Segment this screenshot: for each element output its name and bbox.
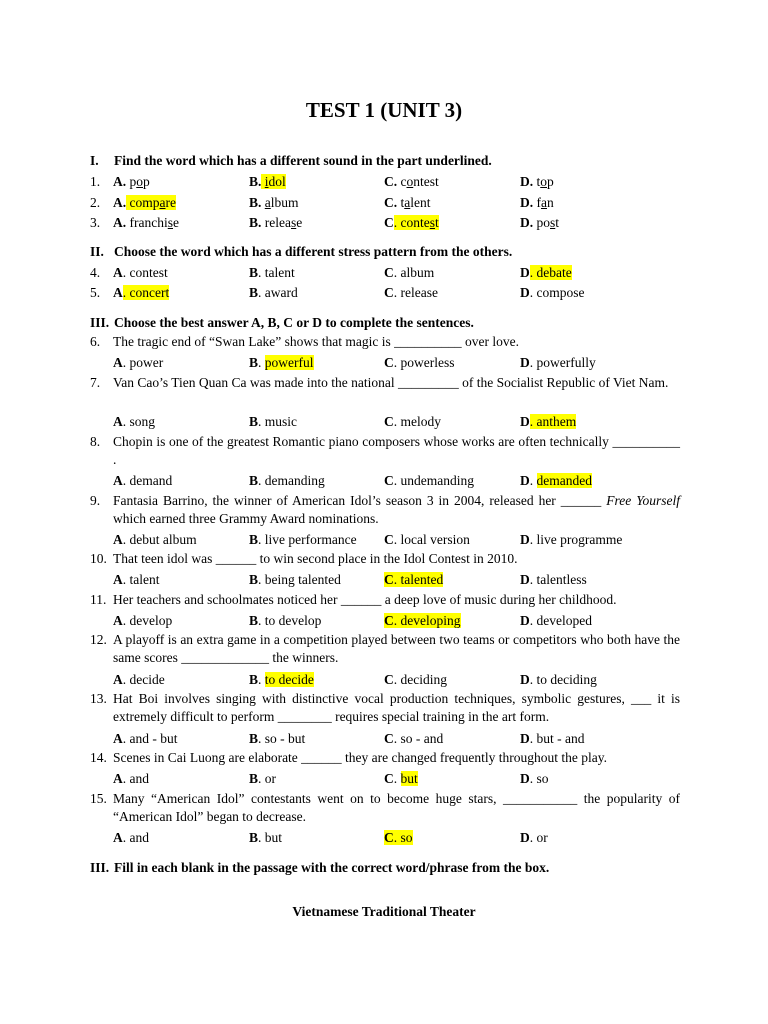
options-row <box>90 471 680 490</box>
option-c[interactable] <box>384 611 461 630</box>
option-letter: D. <box>520 174 534 189</box>
option-letter: B <box>249 572 259 587</box>
section-3-heading <box>90 314 474 332</box>
question-stem <box>90 790 680 826</box>
word-part: p <box>126 174 137 189</box>
underlined-part: s <box>550 215 556 230</box>
option-d[interactable] <box>520 193 554 212</box>
question-row <box>90 172 680 191</box>
question-number: 6. <box>90 334 101 349</box>
option-a[interactable] <box>113 412 155 431</box>
question-text: Scenes in Cai Luong are elaborate ______ they are changed frequently throughout the play. <box>113 750 607 765</box>
word-part: comp <box>126 195 160 210</box>
option-word <box>394 215 439 230</box>
option-c[interactable] <box>384 213 439 232</box>
word-part: p <box>143 174 150 189</box>
word-part: po <box>533 215 550 230</box>
option-word: . develop <box>122 613 173 628</box>
option-word: . release <box>393 285 438 300</box>
option-word: . undemanding <box>393 473 474 488</box>
word-part: n <box>547 195 554 210</box>
option-a[interactable] <box>113 263 168 282</box>
option-letter: D <box>520 265 530 280</box>
option-highlight <box>384 613 461 628</box>
option-a[interactable] <box>113 611 172 630</box>
question-stem <box>90 550 680 568</box>
option-letter: A. <box>113 195 127 210</box>
option-letter: C <box>384 771 394 786</box>
option-word <box>533 174 554 189</box>
option-d[interactable] <box>520 530 622 549</box>
option-letter: C <box>384 731 394 746</box>
option-word: . and - but <box>122 731 178 746</box>
options-row <box>90 769 680 788</box>
option-b[interactable] <box>249 213 302 232</box>
option-letter: B <box>249 414 259 429</box>
option-c[interactable] <box>384 412 441 431</box>
word-part: e <box>173 215 179 230</box>
option-b[interactable] <box>249 263 295 282</box>
options-row <box>90 828 680 847</box>
option-a[interactable] <box>113 172 150 191</box>
option-word: . powerless <box>393 355 455 370</box>
option-d[interactable] <box>520 471 592 490</box>
option-b[interactable] <box>249 729 305 748</box>
option-letter: C <box>384 285 394 300</box>
section-number: II. <box>90 244 104 259</box>
option-c[interactable] <box>384 471 474 490</box>
option-letter: A <box>113 355 123 370</box>
question-text-part: which earned three Grammy Award nominations. <box>113 511 379 526</box>
option-a[interactable] <box>113 570 160 589</box>
option-word <box>126 195 176 210</box>
option-c[interactable] <box>384 769 418 788</box>
option-letter: A <box>113 830 123 845</box>
option-letter: C <box>384 572 394 587</box>
option-word: . power <box>122 355 164 370</box>
option-letter: C <box>384 532 394 547</box>
options-row <box>90 412 680 431</box>
option-d[interactable] <box>520 213 559 232</box>
word-part: t <box>397 195 405 210</box>
word-part: t <box>533 174 541 189</box>
option-a[interactable] <box>113 729 178 748</box>
passage-title: Vietnamese Traditional Theater <box>292 904 476 919</box>
section-text: Find the word which has a different sound in the part underlined. <box>114 153 492 168</box>
option-word: powerful <box>264 355 314 370</box>
option-a[interactable] <box>113 283 169 302</box>
question-stem <box>90 749 680 767</box>
option-word: . developing <box>393 613 461 628</box>
word-part: e <box>296 215 303 230</box>
option-d[interactable] <box>520 263 572 282</box>
option-a[interactable] <box>113 828 149 847</box>
option-a[interactable] <box>113 530 197 549</box>
option-word: . to develop <box>258 613 322 628</box>
word-part: relea <box>261 215 291 230</box>
option-letter: D. <box>520 215 534 230</box>
option-letter: B <box>249 613 259 628</box>
underlined-part: s <box>167 215 173 230</box>
option-c[interactable] <box>384 570 443 589</box>
question-text: Her teachers and schoolmates noticed her ______ a deep love of music during her childhood. <box>113 592 617 607</box>
question-number: 15. <box>90 791 107 806</box>
question-number: 11. <box>90 592 107 607</box>
question-number: 7. <box>90 375 101 390</box>
option-word: . or <box>529 830 548 845</box>
option-letter: D <box>520 771 530 786</box>
word-part: lbum <box>270 195 299 210</box>
option-punct: . <box>393 771 401 786</box>
option-word: . powerfully <box>529 355 596 370</box>
question-text: Many “American Idol” contestants went on to become huge stars, ___________ the popularity of “American Idol” began to decrease. <box>113 791 680 824</box>
section-number: I. <box>90 153 99 168</box>
option-d[interactable] <box>520 611 592 630</box>
option-word: . being talented <box>258 572 341 587</box>
option-letter: A <box>113 532 123 547</box>
option-letter: A <box>113 731 123 746</box>
option-c[interactable] <box>384 263 434 282</box>
option-punct: . <box>529 473 537 488</box>
option-word: but <box>400 771 418 786</box>
option-d[interactable] <box>520 353 596 372</box>
question-number: 12. <box>90 632 107 647</box>
option-word: . to deciding <box>529 672 597 687</box>
option-letter: C <box>384 613 394 628</box>
option-word: . melody <box>393 414 441 429</box>
option-d[interactable] <box>520 172 554 191</box>
option-letter: B <box>249 672 259 687</box>
question-number: 14. <box>90 750 107 765</box>
option-letter: D <box>520 473 530 488</box>
option-letter: B. <box>249 174 262 189</box>
word-part: f <box>533 195 541 210</box>
option-punct: . <box>258 672 265 687</box>
question-stem <box>90 631 680 667</box>
question-stem <box>90 591 680 609</box>
option-word: . deciding <box>393 672 447 687</box>
underlined-part: a <box>159 195 166 210</box>
option-letter: B <box>249 532 259 547</box>
option-word: . so <box>529 771 549 786</box>
underlined-part: o <box>136 174 143 189</box>
option-letter: A <box>113 414 123 429</box>
option-letter: B. <box>249 215 262 230</box>
option-b[interactable] <box>249 769 276 788</box>
page-title: TEST 1 (UNIT 3) <box>305 98 463 122</box>
option-word <box>533 215 559 230</box>
option-d[interactable] <box>520 670 597 689</box>
option-b[interactable] <box>249 172 286 191</box>
option-word: . music <box>258 414 298 429</box>
word-part: t <box>555 215 560 230</box>
option-letter: D <box>520 672 530 687</box>
option-b[interactable] <box>249 283 298 302</box>
option-word <box>126 174 150 189</box>
option-a[interactable] <box>113 670 165 689</box>
option-letter: A. <box>113 174 127 189</box>
option-word: . local version <box>393 532 470 547</box>
word-part: c <box>397 174 407 189</box>
option-letter: C <box>384 414 394 429</box>
underlined-part: a <box>404 195 411 210</box>
option-punct: . <box>258 355 265 370</box>
option-word <box>261 215 302 230</box>
option-d[interactable] <box>520 283 585 302</box>
option-c[interactable] <box>384 193 431 212</box>
option-letter: B <box>249 355 259 370</box>
option-b[interactable] <box>249 611 321 630</box>
underlined-part: a <box>541 195 547 210</box>
option-letter: A. <box>113 215 127 230</box>
question-stem <box>90 333 680 351</box>
question-number: 4. <box>90 265 101 280</box>
option-letter: C. <box>384 174 398 189</box>
option-word <box>261 174 285 189</box>
option-letter: D <box>520 285 530 300</box>
option-b[interactable] <box>249 670 314 689</box>
section-number: III. <box>90 860 110 875</box>
option-word: . compose <box>529 285 585 300</box>
option-letter: C. <box>384 195 398 210</box>
option-word: demanded <box>536 473 592 488</box>
section-number: III. <box>90 315 110 330</box>
option-letter: A <box>113 572 123 587</box>
question-number: 13. <box>90 691 107 706</box>
option-c[interactable] <box>384 828 413 847</box>
option-word <box>533 195 554 210</box>
option-word: . award <box>258 285 298 300</box>
option-word <box>397 174 439 189</box>
word-part: lent <box>410 195 431 210</box>
option-letter: A <box>113 265 123 280</box>
option-d[interactable] <box>520 828 548 847</box>
option-highlight <box>384 572 443 587</box>
option-c[interactable] <box>384 283 438 302</box>
option-letter: B <box>249 265 259 280</box>
option-d[interactable] <box>520 729 585 748</box>
option-word: . developed <box>529 613 592 628</box>
word-part: p <box>547 174 554 189</box>
option-d[interactable] <box>520 769 549 788</box>
option-a[interactable] <box>113 193 176 212</box>
option-a[interactable] <box>113 213 179 232</box>
section-1-heading <box>90 152 492 170</box>
option-letter: A <box>113 672 123 687</box>
option-word: . talented <box>393 572 444 587</box>
option-letter: A <box>113 771 123 786</box>
question-stem <box>90 374 680 392</box>
option-word: . talent <box>122 572 160 587</box>
question-row <box>90 283 680 302</box>
option-letter: C <box>384 265 394 280</box>
underlined-part: o <box>406 174 414 189</box>
option-letter: A <box>113 613 123 628</box>
question-text: The tragic end of “Swan Lake” shows that magic is __________ over love. <box>113 334 520 349</box>
option-letter: D <box>520 830 530 845</box>
option-letter: B <box>249 285 259 300</box>
question-text <box>113 492 680 528</box>
option-word: . demanding <box>258 473 325 488</box>
option-letter: B <box>249 830 259 845</box>
word-part: franchi <box>126 215 168 230</box>
option-b[interactable] <box>249 471 325 490</box>
option-letter: B. <box>249 195 262 210</box>
option-word: . so - but <box>258 731 306 746</box>
option-word: . but - and <box>529 731 585 746</box>
option-word: . so - and <box>393 731 444 746</box>
underlined-part: i <box>264 174 269 189</box>
option-letter: C <box>384 215 394 230</box>
word-part: ntest <box>413 174 439 189</box>
option-word: . demand <box>122 473 173 488</box>
underlined-part: a <box>264 195 271 210</box>
question-text-part: Fantasia Barrino, the winner of American Idol’s season 3 in 2004, released her ______ <box>113 493 607 508</box>
options-row <box>90 570 680 589</box>
options-row <box>90 729 680 748</box>
question-text: Van Cao’s Tien Quan Ca was made into the national _________ of the Socialist Republic of Viet Nam. <box>113 375 669 390</box>
option-b[interactable] <box>249 530 357 549</box>
option-word <box>397 195 430 210</box>
option-a[interactable] <box>113 353 163 372</box>
underlined-part: s <box>429 215 436 230</box>
options-row <box>90 670 680 689</box>
question-text: Chopin is one of the greatest Romantic piano composers whose works are often technically __________ . <box>113 434 680 467</box>
word-part: t <box>435 215 439 230</box>
question-stem <box>90 492 680 528</box>
option-highlight <box>384 830 413 845</box>
section-4-heading <box>90 859 549 877</box>
question-text: A playoff is an extra game in a competition played between two teams or competitors who both have the same scores _____________ the winners. <box>113 632 680 665</box>
question-number: 10. <box>90 551 107 566</box>
section-text: Choose the best answer A, B, C or D to complete the sentences. <box>114 315 474 330</box>
option-letter: D <box>520 572 530 587</box>
option-letter: D <box>520 414 530 429</box>
question-stem <box>90 433 680 469</box>
option-c[interactable] <box>384 530 470 549</box>
question-stem <box>90 690 680 726</box>
question-number: 1. <box>90 174 101 189</box>
option-word: . decide <box>122 672 165 687</box>
option-letter: D <box>520 532 530 547</box>
question-text: Hat Boi involves singing with distinctive vocal production techniques, symbolic gestures, ___ it is extremely difficult to perform ________ requires special training in the art form. <box>113 691 680 724</box>
option-b[interactable] <box>249 412 297 431</box>
option-letter: D <box>520 355 530 370</box>
underlined-part: s <box>291 215 297 230</box>
option-c[interactable] <box>384 353 455 372</box>
option-b[interactable] <box>249 193 299 212</box>
option-c[interactable] <box>384 670 447 689</box>
question-text: That teen idol was ______ to win second place in the Idol Contest in 2010. <box>113 551 518 566</box>
option-word: . so <box>393 830 413 845</box>
option-word: . concert <box>122 285 170 300</box>
options-row <box>90 611 680 630</box>
underlined-part: o <box>540 174 548 189</box>
question-row <box>90 263 680 282</box>
option-letter: A <box>113 285 123 300</box>
option-a[interactable] <box>113 769 149 788</box>
option-b[interactable] <box>249 570 341 589</box>
option-letter: C <box>384 473 394 488</box>
question-row <box>90 213 680 232</box>
option-d[interactable] <box>520 570 587 589</box>
option-b[interactable] <box>249 828 282 847</box>
section-text: Fill in each blank in the passage with the correct word/phrase from the box. <box>114 860 550 875</box>
option-letter: D. <box>520 195 534 210</box>
option-word: . contest <box>122 265 168 280</box>
options-row <box>90 353 680 372</box>
option-letter: B <box>249 731 259 746</box>
option-letter: A <box>113 473 123 488</box>
option-letter: B <box>249 771 259 786</box>
option-c[interactable] <box>384 172 439 191</box>
option-word <box>126 215 179 230</box>
question-number: 8. <box>90 434 101 449</box>
word-part: . conte <box>393 215 430 230</box>
option-word: . and <box>122 771 149 786</box>
option-word: . but <box>258 830 283 845</box>
options-row <box>90 530 680 549</box>
option-word: . anthem <box>529 414 577 429</box>
option-word: to decide <box>264 672 314 687</box>
option-letter: D <box>520 613 530 628</box>
option-d[interactable] <box>520 412 576 431</box>
option-letter: D <box>520 731 530 746</box>
option-word: . debut album <box>122 532 197 547</box>
option-word: . talent <box>258 265 295 280</box>
option-c[interactable] <box>384 729 443 748</box>
option-word: . debate <box>529 265 572 280</box>
option-letter: C <box>384 355 394 370</box>
option-b[interactable] <box>249 353 314 372</box>
question-number: 9. <box>90 493 101 508</box>
option-letter: C <box>384 672 394 687</box>
album-title: Free Yourself <box>606 493 680 508</box>
option-word <box>261 195 298 210</box>
option-word: . live programme <box>529 532 623 547</box>
option-letter: C <box>384 830 394 845</box>
question-number: 2. <box>90 195 101 210</box>
word-part: dol <box>268 174 286 189</box>
option-word: . live performance <box>258 532 357 547</box>
question-row <box>90 193 680 212</box>
option-word: . and <box>122 830 149 845</box>
option-word: . talentless <box>529 572 587 587</box>
option-word: . album <box>393 265 435 280</box>
option-letter: B <box>249 473 259 488</box>
question-number: 5. <box>90 285 101 300</box>
option-word: . or <box>258 771 277 786</box>
option-word: . song <box>122 414 156 429</box>
question-number: 3. <box>90 215 101 230</box>
option-a[interactable] <box>113 471 172 490</box>
section-2-heading <box>90 243 512 261</box>
section-text: Choose the word which has a different stress pattern from the others. <box>114 244 513 259</box>
word-part: re <box>165 195 176 210</box>
